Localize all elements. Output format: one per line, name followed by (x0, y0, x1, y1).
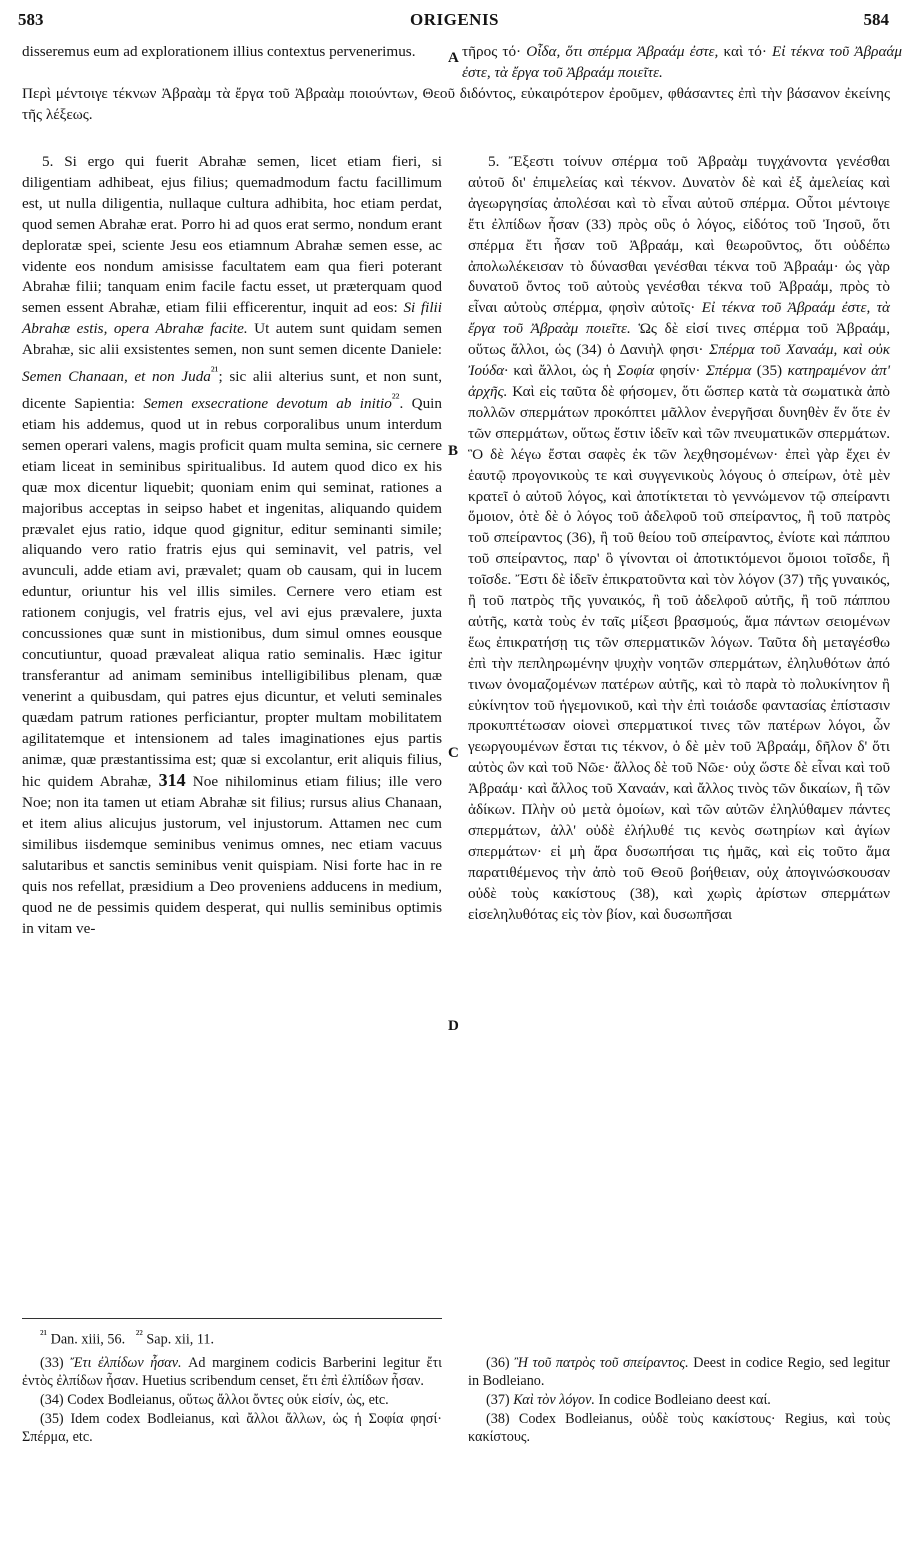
migne-column-number: 314 (158, 770, 186, 791)
page-number-left: 583 (18, 10, 44, 29)
note-text: In codice Bodleiano deest καί. (594, 1392, 771, 1408)
note-number: (36) (486, 1355, 515, 1371)
footnote-divider (22, 1318, 442, 1319)
footnote-ref-21: ²¹ (210, 364, 219, 379)
note-38 (468, 1410, 890, 1446)
note-34 (22, 1391, 442, 1409)
greek-quote-3: Σοφία (616, 362, 655, 380)
greek-paragraph (468, 152, 890, 926)
note-text: Idem codex Bodleianus, καὶ ἄλλοι ἄλλων, ὡς ἡ Σοφία φησί· Σπέρμα, etc. (22, 1411, 442, 1445)
note-text: Ad marginem codicis Barberini legitur ἔτι ἐντὸς ἐλπίδων ἦσαν. Huetius scribendum censet, ἔτι ἐπὶ ἐλπίδων ἦσαν. (22, 1355, 443, 1389)
greek-top-spanning (22, 84, 890, 126)
greek-top-rest: Περὶ μέντοιγε τέκνων Ἀβραὰμ τὰ ἔργα τοῦ Ἀβραὰμ ποιούντων, Θεοῦ διδόντος, εὐκαιρότερον ἐροῦμεν, φθάσαντες ἐπὶ τὴν βάσανον ἐκείνης τῆς λέξεως. (22, 85, 890, 123)
greek-top-pre: τῆρος τό· (462, 43, 527, 60)
note-lemma: Καὶ τὸν λόγον. (513, 1392, 595, 1408)
greek-text-d: φησίν· (654, 362, 706, 380)
margin-letter-a: A (448, 50, 459, 66)
latin-top-continuation (22, 42, 442, 63)
greek-quote-1: Εἰ τέκνα τοῦ Ἀβραάμ ἐστε, τὰ ἔργα τοῦ Ἀβραὰμ ποιεῖτε. (468, 299, 890, 338)
greek-text-f: Καὶ εἰς ταῦτα δὲ φήσομεν, ὅτι ὥσπερ κατὰ τὰ σωματικὰ ἀπὸ πολλῶν σπερμάτων προκόπτει μᾶλλον ἐνεργῆσαι δυνηθὲν ἕν ὅτε ἐν τῶν σπερμάτων, οὕτως ἔστιν ἰδεῖν καὶ τῶν πνευματικῶν σπερμάτων. Ὃ δὲ λέγω ἔσται σαφὲς ἐκ τῶν λεχθησομένων· ἐπεὶ γὰρ ἔχει ἐν ἑαυτῷ προγονικοὺς τε καὶ συγγενικοὺς λόγους ὁ σπείρων, ὁτὲ μὲν κρατεῖ ὁ αὐτοῦ λόγος, καὶ ἀποτίκτεται τὸ γεννώμενον τῷ σπείραντι ὅμοιον, ὁτὲ δὲ ὁ λόγος τοῦ ἀδελφοῦ τοῦ σπείραντος, ἢ τοῦ πατρὸς τοῦ σπείραντος (36), ἢ τοῦ θείου τοῦ σπείραντος, ἐνίοτε καὶ πάππου τοῦ σπείραντος, παρ' ὃ γίνονται οἱ ἀποτικτόμενοι ὅμοιοι τοῖσδε, ἢ τοῖσδε. Ἔστι δὲ ἰδεῖν ἐπικρατοῦντα καὶ τὸν λόγον (37) τῆς γυναικός, ἢ τοῦ πατρὸς τῆς γυναικός, ἢ τοῦ ἀδελφοῦ αὐτῆς, ἢ τοῦ πάππου αὐτῆς, κατὰ τοὺς ἐν ταῖς μίξεσι βρασμούς, ἅμα πάντων σειομένων ἕως ἐπικρατήσῃ τις τῶν σπερματικῶν λόγων. Ταῦτα δὴ μεταγέσθω ἐπὶ τὴν πεπληρωμένην ψυχὴν νοητῶν σπερμάτων, ἐληλυθότων ἀπό τινων ὀνομαζομένων πατέρων αὐτῆς, καὶ τὸ παρὰ τὸ πολυκίνητον ἢ εὐκίνητον τοῦ ἡγεμονικοῦ, καὶ τὴν ἐπὶ τοιάσδε φαντασίας ἐπίστασιν προκυπτέτωσαν οἱονεὶ σπερματικοί τινες τῶν πατέρων λόγοι, ὧν γεωργουμένων ἔσται τις τέκνον, ὁ δὲ μὲν τοῦ Ἀβραάμ, δῆλον δ' ὅτι αὐτὸς ὢν καὶ τοῦ Νῶε· ἄλλος δὲ τοῦ Νῶε· οὐχ ὥστε δὲ εἶναι καὶ τοῦ Ἀβραάμ· καὶ ἄλλος τοῦ Χαναάν, καὶ ἄλλος τινὸς τῶν δικαίων, ἢ τῶν ἀδίκων. Πλὴν οὐ μετὰ ὁμοίων, καὶ τῶν αὐτῶν ἐληλύθαμεν πάντες σπερμάτων, ἀλλ' οὐδὲ ἐλήλυθέ τις κενὸς σωτηρίων καὶ ἁγίων σπερμάτων· εἰ μὴ ἄρα δυσωπήσαι τις ἡμᾶς, καὶ εἰς τοῦτο ἅμα παρατιθέμενος τὴν ἀπὸ τοῦ Θεοῦ βοήθειαν, οὐχ ἀπογινώσκουσαν οὐδὲ τοὺς κακίστους (38), καὶ χωρὶς ἀρίστων σπερμάτων εἰσεληλυθότας εἰς τὸν βίον, καὶ δυσωπῆσαι (468, 382, 890, 923)
latin-top-text: disseremus eum ad explorationem illius contextus pervenerimus. (22, 43, 416, 60)
greek-column (468, 152, 890, 926)
note-text: Codex Bodleianus, οὐδὲ τοὺς κακίστους· Regius, καὶ τοὺς κακίστους. (468, 1411, 891, 1445)
note-text: Codex Bodleianus, οὕτως ἄλλοι ὄντες οὐκ εἰσίν, ὡς, etc. (67, 1392, 389, 1408)
margin-letter-c: C (448, 745, 459, 761)
latin-column (22, 152, 442, 940)
note-number: (38) (486, 1411, 519, 1427)
greek-quote-5: κατηραμένον ἀπ' ἀρχῆς. (468, 362, 890, 400)
greek-text-a: 5. Ἔξεστι τοίνυν σπέρμα τοῦ Ἀβραὰμ τυγχάνοντα γενέσθαι αὐτοῦ δι' ἐπιμελείας καὶ τέκνον. Δυνατὸν δὲ καὶ ἐξ ἀμελείας καὶ ἀγεωργησίας ἀπολέσαι καὶ τὸ εἶναι αὐτοῦ σπέρμα. Οὗτοι μέντοιγε ἔτι ἐλπίδων ἦσαν (33) πρὸς οὓς ὁ λόγος, εἰδότος τοῦ Ἰησοῦ, ὅτι σπέρμα ἔτι ἦσαν τοῦ Ἀβραάμ, καὶ θεωροῦντος, ὅτι οὐδέπω ἀπολωλέκεισαν τὸ δύνασθαι γενέσθαι τέκνα τοῦ Ἀβραάμ· ὡς γὰρ δυνατοῦ ὄντος τοῦ αὐτοὺς γενέσθαι τέκνα τοῦ Ἀβραάμ, πρὸς τὸ εἶναι αὐτοὺς σπέρμα, φησὶν αὐτοῖς· (468, 153, 890, 317)
scripture-references (40, 1325, 440, 1349)
margin-letter-d: D (448, 1018, 459, 1034)
scripture-ref-number-22: ²² (135, 1327, 143, 1341)
note-text: Deest in codice Regio, sed legitur in Bodleiano. (468, 1355, 890, 1389)
latin-quote-2: Semen Chanaan, et non Juda (22, 368, 211, 386)
note-number: (33) (40, 1355, 71, 1371)
greek-top-quote2: Εἰ τέκνα τοῦ Ἀβραάμ ἐστε, τὰ ἔργα τοῦ Ἀβραάμ ποιεῖτε. (462, 43, 903, 81)
margin-letter-b: B (448, 443, 459, 459)
greek-top-quote1: Οἶδα, ὅτι σπέρμα Ἀβραάμ ἐστε, (526, 43, 719, 60)
greek-top-mid: καὶ τό· (718, 43, 773, 60)
note-37 (468, 1391, 890, 1409)
note-lemma: Ἢ τοῦ πατρὸς τοῦ σπείραντος. (514, 1355, 689, 1371)
note-33 (22, 1354, 442, 1390)
note-35 (22, 1410, 442, 1446)
latin-quote-3: Semen exsecratione devotum ab initio (143, 395, 392, 413)
greek-top-text (462, 42, 902, 84)
note-36 (468, 1354, 890, 1390)
scripture-ref-21: Dan. xiii, 56. (47, 1331, 126, 1348)
latin-paragraph (22, 152, 442, 940)
note-lemma: Ἔτι ἐλπίδων ἦσαν. (70, 1355, 182, 1371)
greek-quote-4: Σπέρμα (705, 362, 752, 380)
note-number: (34) (40, 1392, 68, 1408)
greek-text-e: (35) (751, 362, 788, 380)
critical-notes-right (468, 1354, 890, 1447)
latin-text-d: . Quin etiam his addemus, quod ut in rebus corporalibus unum interdum semen operari valens, magis proficit quam multa semina, sic cernere etiam liceat in seminibus spiritualibus. Id autem quod dico ex his quæ mox dicentur liquebit; quoniam enim qui seminat, rationes a majoribus acceptas in seipso habet et ingenitas, aliquando quidem prævalet ejus ratio, idque quod gignitur, editur seminanti simile; aliquando vero ratio fratris ejus qui seminavit, vel patris, vel avunculi, adde etiam avi, prævalet; quam ob causam, qui in lucem eduntur, oriuntur his vel illis similes. Cernere vero etiam est rationem conjugis, vel fratris ejus, vel avi ejus prævalere, juxta concussiones quæ sunt in mistionibus, dum simul omnes eousque concutiuntur, quoad prævaleat aliqua ratio seminalis. Hæc igitur transferantur ad animam seminibus intelligibilibus plenam, quæ venerint a quibusdam, qui patres ejus dicuntur, et veluti seminales quædam patrum rationes perficiantur, propter multam mobilitatem agilitatemque et intensionem ad tales imaginationes ejus partis animæ, quæ præstantissima est; quæ si excolantur, erit aliquis filius, hic quidem Abrahæ, (22, 395, 442, 791)
greek-text-c: καὶ ἄλλοι, ὡς ἡ (507, 362, 617, 380)
scripture-ref-22: Sap. xii, 11. (142, 1331, 215, 1348)
latin-text-a: 5. Si ergo qui fuerit Abrahæ semen, licet etiam fieri, si diligentiam adhibeat, ejus filius; quemadmodum factu facillimum est, ut nulla diligentia, nullaque cultura adhibita, hoc etiam perdat, quod semen Abrahæ erat. Porro hi ad quos erat sermo, nondum erant deploratæ spei, sciente Jesu eos etiamnum Abrahæ semen esse, ac vidente eos nondum amisisse facultatem eam qua fieri poterant Abrahæ filii; tanquam enim facile factu esset, ut præterquam quod semen essent Abrahæ, etiam filii efficerentur, inquit ad eos: (22, 153, 442, 317)
note-number: (35) (40, 1411, 71, 1427)
critical-notes-left (22, 1354, 442, 1447)
latin-text-b: Ut autem sunt quidam semen Abrahæ, sic alii exsistentes semen, non sunt semen dicente Daniele: (22, 320, 443, 359)
latin-text-e: Noe nihilominus etiam filius; ille vero Noe; non ita tamen ut etiam Abrahæ sit filius; rursus alius Chanaan, et item alius alicujus justorum, vel injustorum. Attamen nec cum similibus iisdemque seminibus venimus omnes, nec etiam vacuus salutaribus et sanctis seminibus venit quispiam. Nisi forte hac in re quis nos refellat, præsidium a Deo proveniens adducens in medium, quod ne de pessimis quidem desperat, qui nullis seminibus optimis in vitam ve- (22, 773, 442, 937)
greek-top-continuation (462, 42, 902, 84)
latin-quote-1: Si filii Abrahæ estis, opera Abrahæ facite. (22, 299, 442, 338)
note-number: (37) (486, 1392, 514, 1408)
footnote-ref-22: ²² (391, 391, 400, 406)
greek-quote-2: Σπέρμα τοῦ Χαναάμ, καὶ οὐκ Ἰούδα· (468, 341, 890, 380)
greek-text-b: Ὡς δὲ εἰσί τινες σπέρμα τοῦ Ἀβραάμ, οὕτως ἄλλοι, ὡς (34) ὁ Δανιὴλ φησι· (468, 320, 890, 359)
page-number-right: 584 (863, 10, 889, 29)
running-title: ORIGENIS (409, 10, 500, 29)
scripture-ref-number-21: ²¹ (40, 1327, 48, 1341)
latin-text-c: ; sic alii alterius sunt, et non sunt, dicente Sapientia: (22, 368, 443, 413)
